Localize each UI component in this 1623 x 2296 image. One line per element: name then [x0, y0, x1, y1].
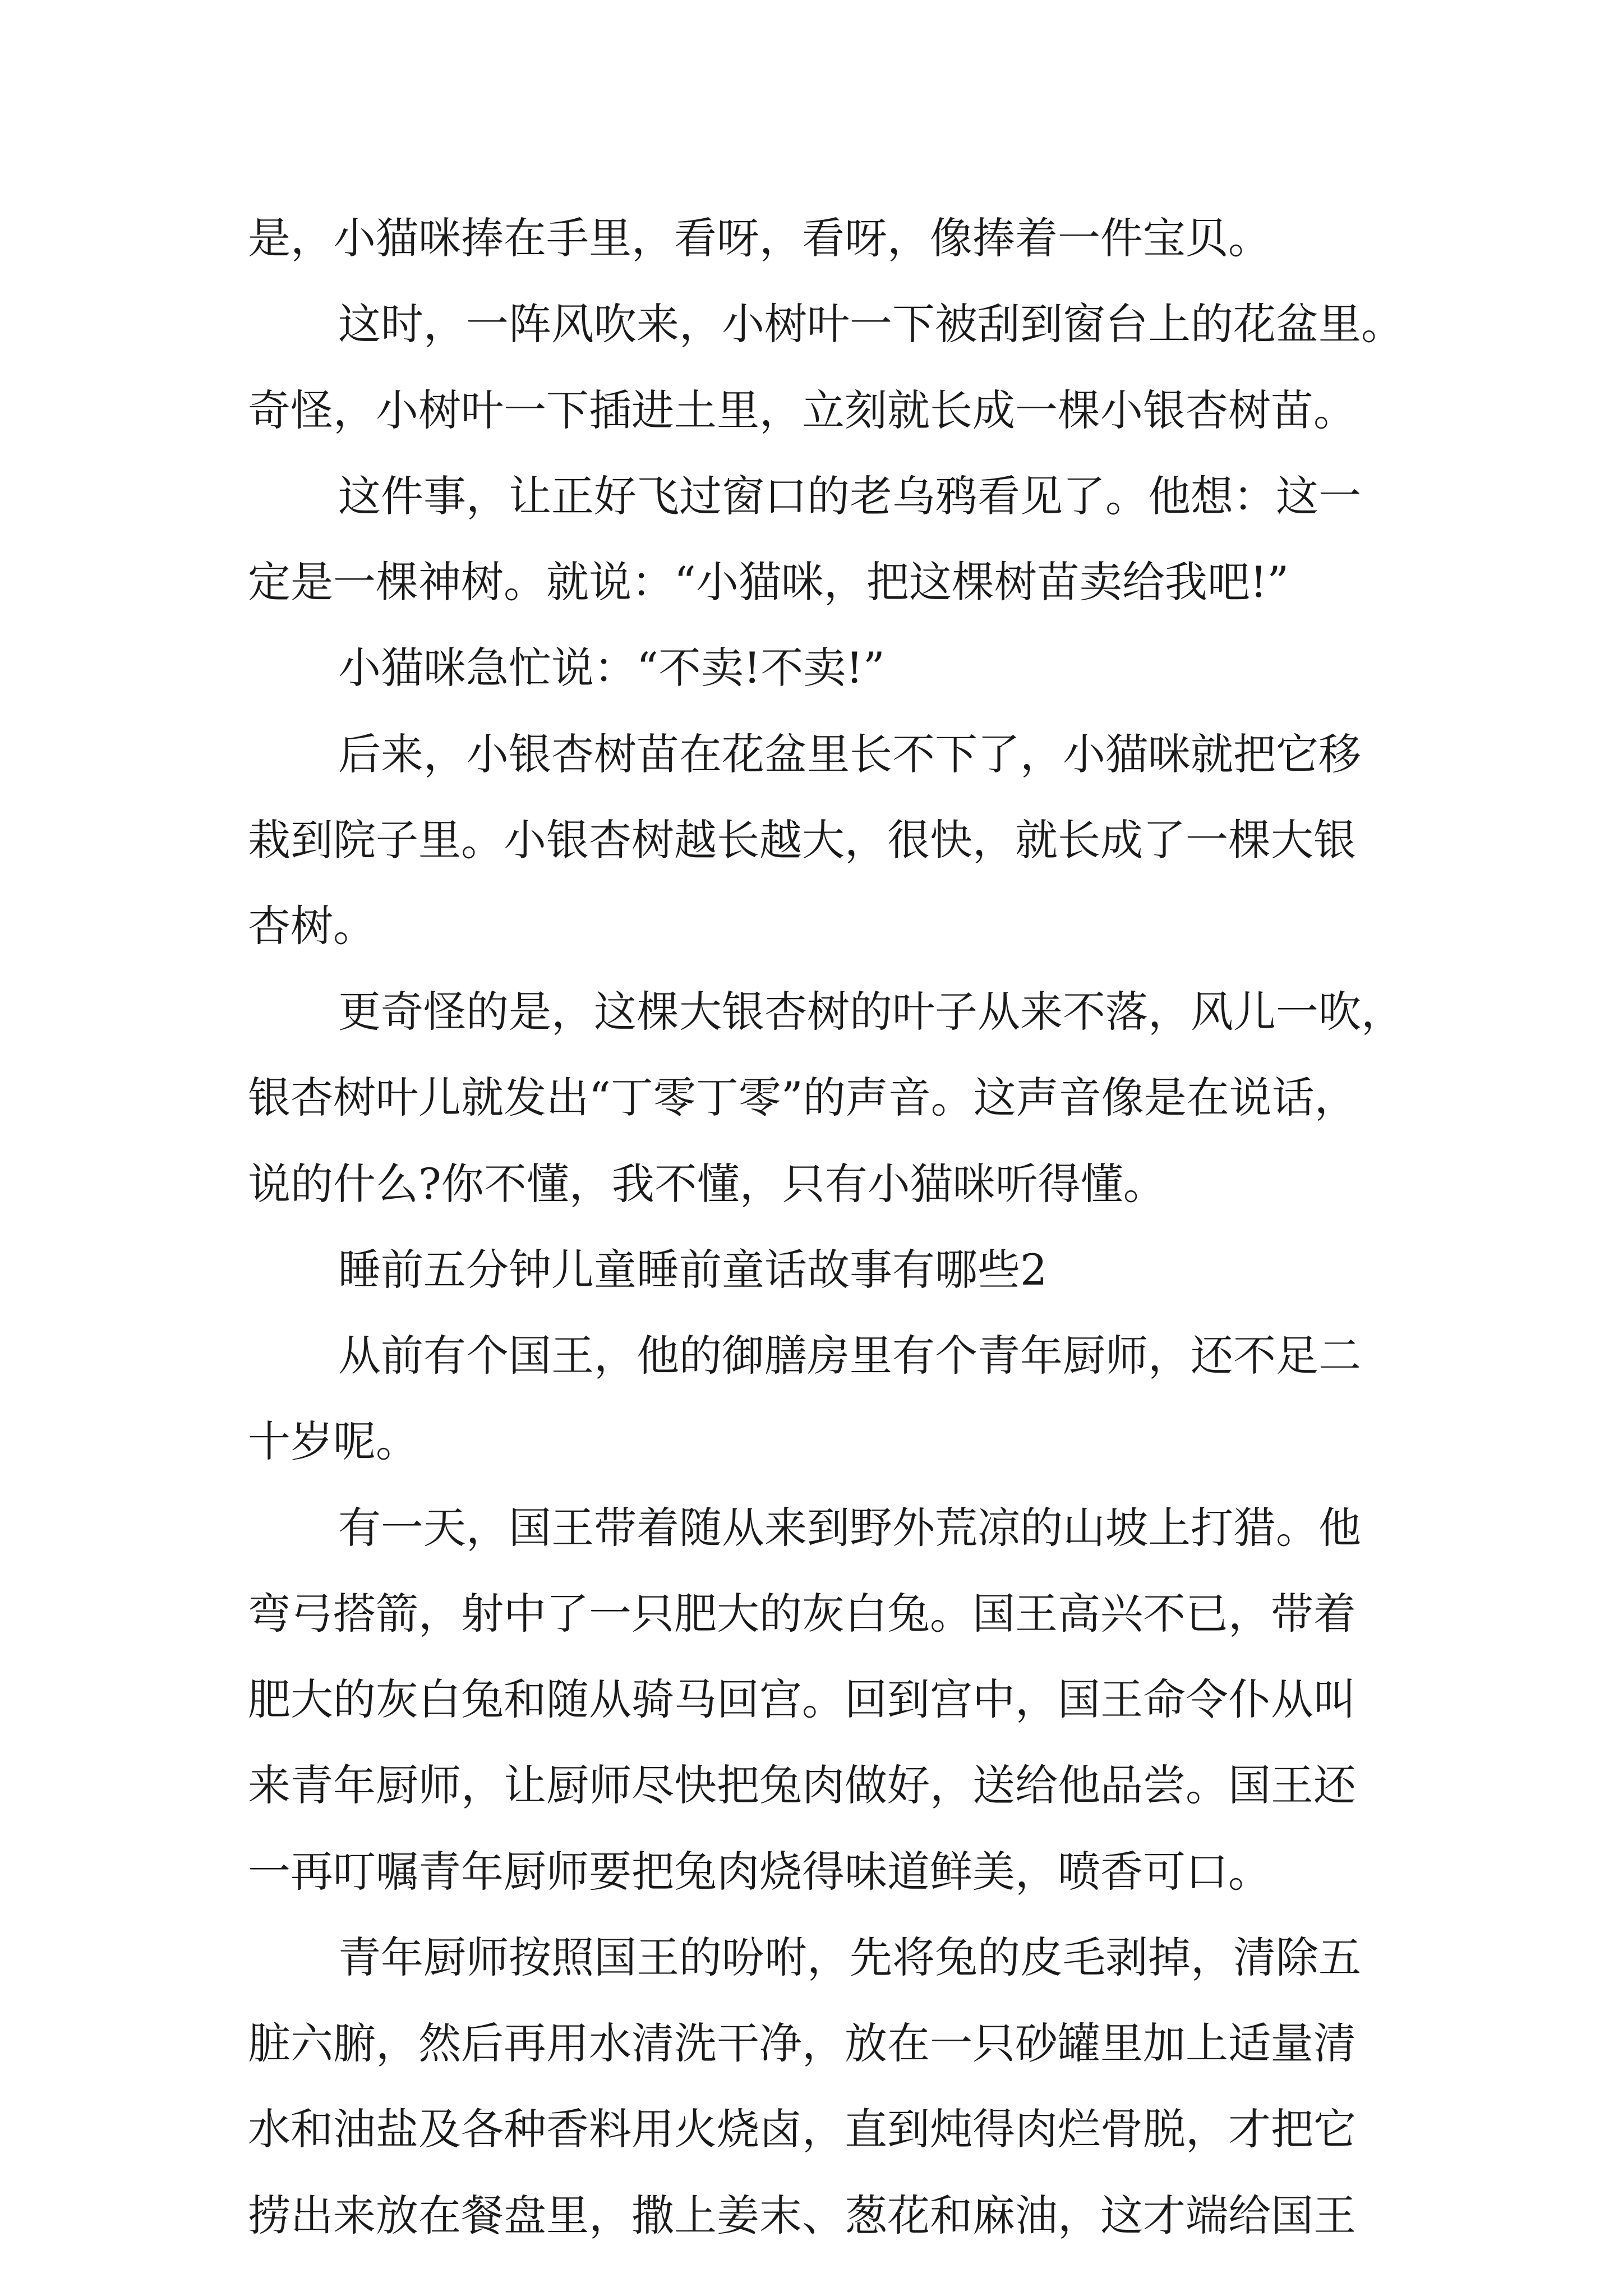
- text-line: 水和油盐及各种香料用火烧卤，直到炖得肉烂骨脱，才把它: [248, 2104, 1356, 2154]
- text-line: 小猫咪急忙说：“不卖!不卖!”: [338, 643, 885, 693]
- text-line: 从前有个国王，他的御膳房里有个青年厨师，还不足二: [338, 1331, 1361, 1381]
- text-line: 更奇怪的是，这棵大银杏树的叶子从来不落，风儿一吹，: [338, 987, 1404, 1037]
- text-line: 青年厨师按照国王的吩咐，先将兔的皮毛剥掉，清除五: [338, 1932, 1361, 1982]
- text-line: 来青年厨师，让厨师尽快把兔肉做好，送给他品尝。国王还: [248, 1760, 1356, 1810]
- text-line: 奇怪，小树叶一下插进土里，立刻就长成一棵小银杏树苗。: [248, 385, 1356, 435]
- text-line: 捞出来放在餐盘里，撒上姜末、葱花和麻油，这才端给国王: [248, 2191, 1356, 2240]
- text-line: 栽到院子里。小银杏树越长越大，很快，就长成了一棵大银: [248, 815, 1356, 865]
- text-line: 脏六腑，然后再用水清洗干净，放在一只砂罐里加上适量清: [248, 2018, 1356, 2068]
- text-line: 一再叮嘱青年厨师要把兔肉烧得味道鲜美，喷香可口。: [248, 1847, 1271, 1897]
- text-line: 弯弓搭箭，射中了一只肥大的灰白兔。国王高兴不已，带着: [248, 1589, 1356, 1639]
- text-line: 十岁呢。: [248, 1416, 418, 1466]
- text-line: 说的什么?你不懂，我不懂，只有小猫咪听得懂。: [248, 1159, 1166, 1209]
- text-line: 杏树。: [248, 901, 376, 951]
- text-line: 这时，一阵风吹来，小树叶一下被刮到窗台上的花盆里。: [338, 299, 1404, 349]
- text-line: 有一天，国王带着随从来到野外荒凉的山坡上打猎。他: [338, 1503, 1361, 1553]
- text-line: 定是一棵神树。就说：“小猫咪，把这棵树苗卖给我吧!”: [248, 557, 1289, 607]
- text-line: 肥大的灰白兔和随从骑马回宫。回到宫中，国王命令仆从叫: [248, 1674, 1356, 1724]
- section-heading: 睡前五分钟儿童睡前童话故事有哪些2: [338, 1245, 1048, 1295]
- text-line: 后来，小银杏树苗在花盆里长不下了，小猫咪就把它移: [338, 729, 1361, 779]
- text-line: 这件事，让正好飞过窗口的老乌鸦看见了。他想：这一: [338, 471, 1361, 521]
- text-line: 是，小猫咪捧在手里，看呀，看呀，像捧着一件宝贝。: [248, 213, 1271, 263]
- text-line: 银杏树叶儿就发出“丁零丁零”的声音。这声音像是在说话，: [248, 1073, 1357, 1122]
